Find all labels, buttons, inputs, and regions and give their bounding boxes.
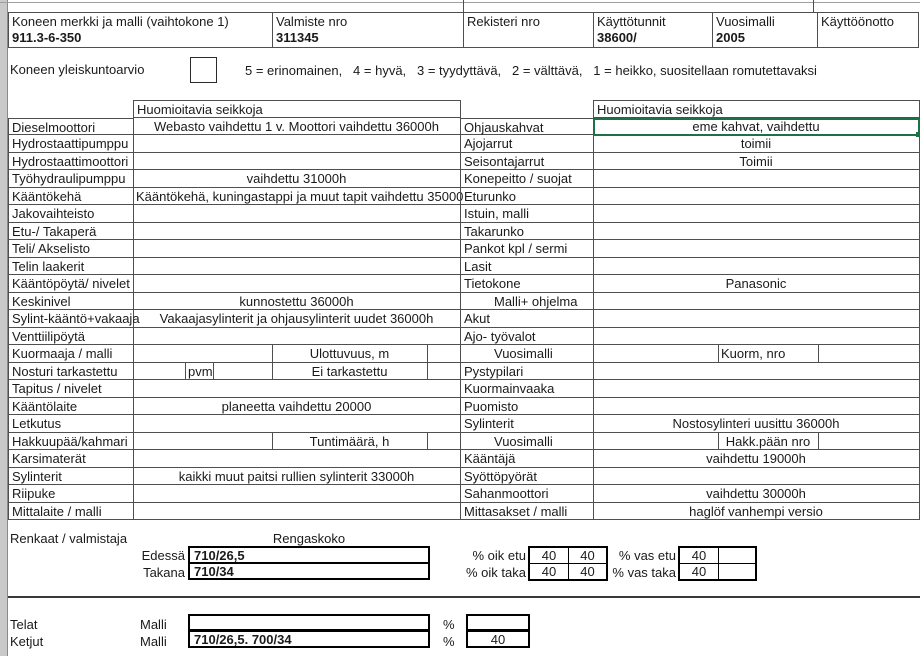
row-value-cell[interactable]: kunnostettu 36000h	[133, 293, 461, 311]
row-value-cell[interactable]	[133, 223, 461, 241]
header-cell-model-year[interactable]	[712, 12, 818, 48]
row-label-cell[interactable]: Ajojarrut	[460, 135, 594, 153]
row-label-cell[interactable]: Kuormaaja / malli	[8, 345, 134, 363]
tires-section-label: Renkaat / valmistaja	[10, 531, 128, 546]
row-subcell[interactable]	[133, 345, 273, 363]
row-subcell[interactable]	[427, 433, 461, 451]
row-label-cell[interactable]: Hydrostaattipumppu	[8, 135, 134, 153]
row-label-cell[interactable]: Sylinterit	[460, 415, 594, 433]
row-subcell[interactable]	[133, 433, 273, 451]
top-grid-tick	[813, 0, 814, 12]
row-value-cell[interactable]	[593, 328, 920, 346]
row-label-cell[interactable]: Akut	[460, 310, 594, 328]
pct-right-rear-label: % oik taka	[466, 565, 526, 580]
field-value: 38600/	[597, 30, 637, 45]
row-value-cell[interactable]: Nostosylinteri uusittu 36000h	[593, 415, 920, 433]
row-label-cell[interactable]: Työhydraulipumppu	[8, 170, 134, 188]
header-cell-register-number[interactable]	[463, 12, 594, 48]
pct-right-front-1[interactable]: 40	[541, 548, 557, 563]
row-value-cell[interactable]	[133, 205, 461, 223]
row-value-cell[interactable]	[593, 170, 920, 188]
row-label-cell[interactable]: Puomisto	[460, 398, 594, 416]
row-label-cell[interactable]: Konepeitto / suojat	[460, 170, 594, 188]
row-value-cell[interactable]	[593, 223, 920, 241]
header-cell-operating-hours[interactable]	[593, 12, 713, 48]
row-label-cell[interactable]: Mittalaite / malli	[8, 503, 134, 521]
pct-left-rear-label: % vas taka	[612, 565, 676, 580]
top-grid-tick	[463, 0, 464, 12]
pct-left-front-1[interactable]: 40	[691, 548, 707, 563]
pct-left-rear-1[interactable]: 40	[691, 564, 707, 579]
row-value-cell[interactable]	[133, 328, 461, 346]
row-value-cell[interactable]	[593, 398, 920, 416]
row-value-cell[interactable]: Kääntökehä, kuningastappi ja muut tapit vaihdettu 35000	[133, 188, 461, 206]
row-value-cell[interactable]	[133, 275, 461, 293]
condition-scale-legend: 5 = erinomainen, 4 = hyvä, 3 = tyydyttävä, 2 = välttävä, 1 = heikko, suositellaan romutettavaksi	[245, 63, 817, 78]
row-value-cell[interactable]: vaihdettu 19000h	[593, 450, 920, 468]
front-tire-label: Edessä	[141, 548, 185, 563]
row-value-cell[interactable]	[593, 293, 920, 311]
row-value-cell[interactable]: eme kahvat, vaihdettu	[593, 118, 920, 136]
field-label: Käyttöönotto	[821, 14, 894, 29]
left-notes-header-cell[interactable]: Huomioitavia seikkoja	[133, 100, 461, 118]
row-label-cell[interactable]: Telin laakerit	[8, 258, 134, 276]
row-label-cell[interactable]: Letkutus	[8, 415, 134, 433]
row-value-cell[interactable]	[593, 205, 920, 223]
row-value-cell[interactable]	[593, 240, 920, 258]
row-value-cell[interactable]: kaikki muut paitsi rullien sylinterit 33000h	[133, 468, 461, 486]
row-label-cell[interactable]: Venttiilipöytä	[8, 328, 134, 346]
row-label-cell[interactable]: Kääntökehä	[8, 188, 134, 206]
row-value-cell[interactable]	[133, 380, 461, 398]
row-label-cell[interactable]: Sylinterit	[8, 468, 134, 486]
row-subcell[interactable]: pvm	[185, 363, 214, 381]
row-label-cell[interactable]: Kuormainvaaka	[460, 380, 594, 398]
row-label-cell[interactable]: Sahanmoottori	[460, 485, 594, 503]
row-value-cell[interactable]	[133, 485, 461, 503]
row-label-cell[interactable]: Takarunko	[460, 223, 594, 241]
field-label: Rekisteri nro	[467, 14, 540, 29]
row-subcell[interactable]	[133, 363, 186, 381]
field-value: 311345	[276, 30, 319, 45]
row-label-cell[interactable]: Tietokone	[460, 275, 594, 293]
row-label-cell[interactable]: Etu-/ Takaperä	[8, 223, 134, 241]
field-label: Valmiste nro	[276, 14, 348, 29]
pct-right-rear-1[interactable]: 40	[541, 564, 557, 579]
row-subcell[interactable]	[427, 345, 461, 363]
row-subcell[interactable]: Ulottuvuus, m	[272, 345, 428, 363]
field-value: 2005	[716, 30, 745, 45]
row-label-cell[interactable]: Nosturi tarkastettu	[8, 363, 134, 381]
row-label-cell[interactable]: Vuosimalli	[460, 345, 594, 363]
right-notes-header-cell[interactable]: Huomioitavia seikkoja	[593, 100, 920, 118]
telat-malli-label: Malli	[140, 617, 167, 632]
row-value-cell[interactable]	[133, 258, 461, 276]
header-cell-commissioning[interactable]	[817, 12, 919, 48]
row-label-cell[interactable]: Seisontajarrut	[460, 153, 594, 171]
front-tire-size-input[interactable]: 710/26,5	[188, 546, 430, 564]
row-label-cell[interactable]: Pystypilari	[460, 363, 594, 381]
section-divider-line	[8, 596, 920, 598]
row-label-cell[interactable]: Mittasakset / malli	[460, 503, 594, 521]
row-value-cell[interactable]	[593, 363, 920, 381]
row-value-cell[interactable]: planeetta vaihdettu 20000	[133, 398, 461, 416]
pct-right-rear-2[interactable]: 40	[580, 564, 595, 579]
row-value-cell[interactable]: Toimii	[593, 153, 920, 171]
top-row-remnant-line	[0, 2, 920, 3]
row-subcell[interactable]	[818, 345, 920, 363]
row-value-cell[interactable]: haglöf vanhempi versio	[593, 503, 920, 521]
row-label-cell[interactable]: Lasit	[460, 258, 594, 276]
row-value-cell[interactable]	[133, 503, 461, 521]
header-cell-serial-number[interactable]	[272, 12, 464, 48]
row-subcell[interactable]: Tuntimäärä, h	[272, 433, 428, 451]
row-subcell[interactable]	[593, 345, 719, 363]
row-value-cell[interactable]: Panasonic	[593, 275, 920, 293]
row-label-cell[interactable]: Kääntäjä	[460, 450, 594, 468]
row-value-cell[interactable]	[133, 153, 461, 171]
row-label-cell[interactable]: Vuosimalli	[460, 433, 594, 451]
ketjut-label: Ketjut	[10, 634, 44, 649]
row-subcell[interactable]	[213, 363, 273, 381]
condition-score-box[interactable]	[190, 57, 217, 83]
row-label-cell[interactable]: Dieselmoottori	[8, 118, 134, 136]
row-subcell[interactable]: Hakk.pään nro	[718, 433, 819, 451]
pct-left-grid	[678, 546, 757, 581]
row-subcell[interactable]	[427, 363, 461, 381]
header-cell-machine-model[interactable]	[8, 12, 273, 48]
field-label: Vuosimalli	[716, 14, 775, 29]
row-label-cell[interactable]: Pankot kpl / sermi	[460, 240, 594, 258]
pct-right-front-label: % oik etu	[472, 548, 526, 563]
row-label-cell[interactable]: Ajo- työvalot	[460, 328, 594, 346]
telat-pct-input[interactable]	[466, 614, 530, 631]
row-value-cell[interactable]: vaihdettu 30000h	[593, 485, 920, 503]
row-label-cell[interactable]: Hydrostaattimoottori	[8, 153, 134, 171]
ketjut-model-input[interactable]: 710/26,5. 700/34	[188, 630, 430, 648]
row-label-cell[interactable]: Malli+ ohjelma	[460, 293, 594, 311]
row-label-cell[interactable]: Hakkuupää/kahmari	[8, 433, 134, 451]
pct-right-front-2[interactable]: 40	[580, 548, 595, 563]
row-subcell[interactable]: Ei tarkastettu	[272, 363, 428, 381]
row-label-cell[interactable]: Teli/ Akselisto	[8, 240, 134, 258]
row-value-cell[interactable]: Webasto vaihdettu 1 v. Moottori vaihdettu 36000h	[133, 118, 461, 136]
pct-left-front-label: % vas etu	[618, 548, 676, 563]
row-value-cell[interactable]	[593, 258, 920, 276]
telat-pct-symbol: %	[443, 617, 455, 632]
row-value-cell[interactable]	[133, 450, 461, 468]
ketjut-pct-symbol: %	[443, 634, 455, 649]
row-value-cell[interactable]: vaihdettu 31000h	[133, 170, 461, 188]
row-label-cell[interactable]: Keskinivel	[8, 293, 134, 311]
row-value-cell[interactable]	[593, 310, 920, 328]
ketjut-pct-input[interactable]: 40	[466, 630, 530, 648]
rear-tire-size-input[interactable]: 710/34	[188, 562, 430, 580]
row-value-cell[interactable]	[133, 240, 461, 258]
telat-model-input[interactable]	[188, 614, 430, 631]
row-label-cell[interactable]: Istuin, malli	[460, 205, 594, 223]
tire-size-header: Rengaskoko	[272, 531, 346, 546]
rear-tire-label: Takana	[143, 565, 185, 580]
row-label-cell[interactable]: Sylint-kääntö+vakaaja	[8, 310, 134, 328]
sheet-left-edge	[0, 0, 8, 656]
row-label-cell[interactable]: Syöttöpyörät	[460, 468, 594, 486]
row-label-cell[interactable]: Riipuke	[8, 485, 134, 503]
telat-label: Telat	[10, 617, 38, 632]
row-label-cell[interactable]: Kääntölaite	[8, 398, 134, 416]
row-subcell[interactable]	[818, 433, 920, 451]
field-value: 911.3-6-350	[12, 30, 82, 45]
row-value-cell[interactable]	[593, 468, 920, 486]
row-value-cell[interactable]	[133, 415, 461, 433]
field-label: Koneen merkki ja malli (vaihtokone 1)	[12, 14, 229, 29]
row-label-cell[interactable]: Karsimaterät	[8, 450, 134, 468]
row-label-cell[interactable]: Eturunko	[460, 188, 594, 206]
row-value-cell[interactable]	[593, 188, 920, 206]
row-subcell[interactable]	[593, 433, 719, 451]
row-value-cell[interactable]: Vakaajasylinterit ja ohjausylinterit uudet 36000h	[133, 310, 461, 328]
row-label-cell[interactable]: Jakovaihteisto	[8, 205, 134, 223]
row-label-cell[interactable]: Ohjauskahvat	[460, 118, 594, 136]
row-value-cell[interactable]: toimii	[593, 135, 920, 153]
row-value-cell[interactable]	[133, 135, 461, 153]
row-label-cell[interactable]: Kääntöpöytä/ nivelet	[8, 275, 134, 293]
condition-label: Koneen yleiskuntoarvio	[10, 62, 145, 77]
row-label-cell[interactable]: Tapitus / nivelet	[8, 380, 134, 398]
ketjut-malli-label: Malli	[140, 634, 167, 649]
row-subcell[interactable]: Kuorm, nro	[718, 345, 819, 363]
row-value-cell[interactable]	[593, 380, 920, 398]
field-label: Käyttötunnit	[597, 14, 666, 29]
